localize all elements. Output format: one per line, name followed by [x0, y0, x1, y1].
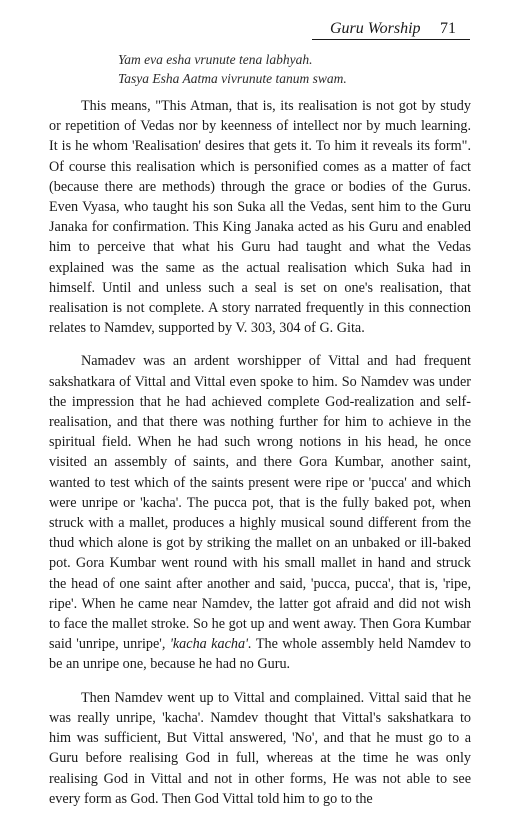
- body-text: [49, 96, 471, 822]
- verse-line-1: Yam eva esha vrunute tena labhyah.: [118, 52, 313, 67]
- paragraph-2-text-a: Namadev was an ardent worshipper of Vittal and had frequent sakshatkara of Vittal and Vittal even spoke to him. So Namdev was under the impression that he had achieved complete God-realization and self-realisation, and that there was nothing further for him to achieve in the spiritual field. When he had such wrong notions in his head, he once visited an assembly of saints, and there Gora Kumbar, another saint, wanted to test which of the saints present were ripe or 'pucca' and which were unripe or 'kacha'. The pucca pot, that is the fully baked pot, when struck with a mallet, produces a highly musical sound different from the thud which alone is got by striking the mallet on an unbaked or ill-baked pot. Gora Kumbar went round with his small mallet in hand and struck the head of one saint after another and said, 'pucca, pucca', that is, 'ripe, ripe'. When he came near Namdev, the latter got afraid and did not wish to face the mallet stroke. So he got up and went away. Then Gora Kumbar said 'unripe, unripe',: [49, 353, 471, 653]
- paragraph-1: This means, "This Atman, that is, its realisation is not got by study or repetition of Vedas nor by keenness of intellect nor by much learning. It is he whom 'Realisation' desires that gets it. To him it reveals its form". Of course this realisation which is personified comes as a matter of fact (because there are methods) through the grace or bodies of the Gurus. Even Vyasa, who taught his son Suka all the Vedas, sent him to the Guru Janaka for confirmation. This King Janaka acted as his Guru and enabled him to perceive that what his Guru had taught and what the Vedas explained was the same as the actual realisation which Suka had in himself. Until and unless such a seal is set on one's realisation, that realisation is not complete. A story narrated frequently in this connection relates to Namdev, supported by V. 303, 304 of G. Gita.: [49, 98, 471, 337]
- verse-line-2: Tasya Esha Aatma vivrunute tanum swam.: [118, 71, 347, 86]
- paragraph-2: [49, 351, 471, 674]
- paragraph-2-italic: 'kacha kacha'.: [169, 636, 252, 653]
- running-title: Guru Worship: [330, 20, 421, 37]
- header-rule: [312, 39, 470, 40]
- running-header: [0, 20, 514, 42]
- paragraph-3: Then Namdev went up to Vittal and complained. Vittal said that he was really unripe, 'kacha'. Namdev thought that Vittal's sakshatkara to him was sufficient, But Vittal answered, 'No', and that he must go to a Guru before realising God in full, whereas at the time he was only realising God in Vittal and not in other forms, He was not able to see every form as God. Then God Vittal told him to go to the: [49, 689, 471, 807]
- paragraph-2-text-b: The whole assembly held Namdev to be an unripe one, because he had no Guru.: [49, 636, 471, 673]
- page-number: 71: [440, 20, 456, 37]
- sanskrit-verse: [118, 50, 347, 88]
